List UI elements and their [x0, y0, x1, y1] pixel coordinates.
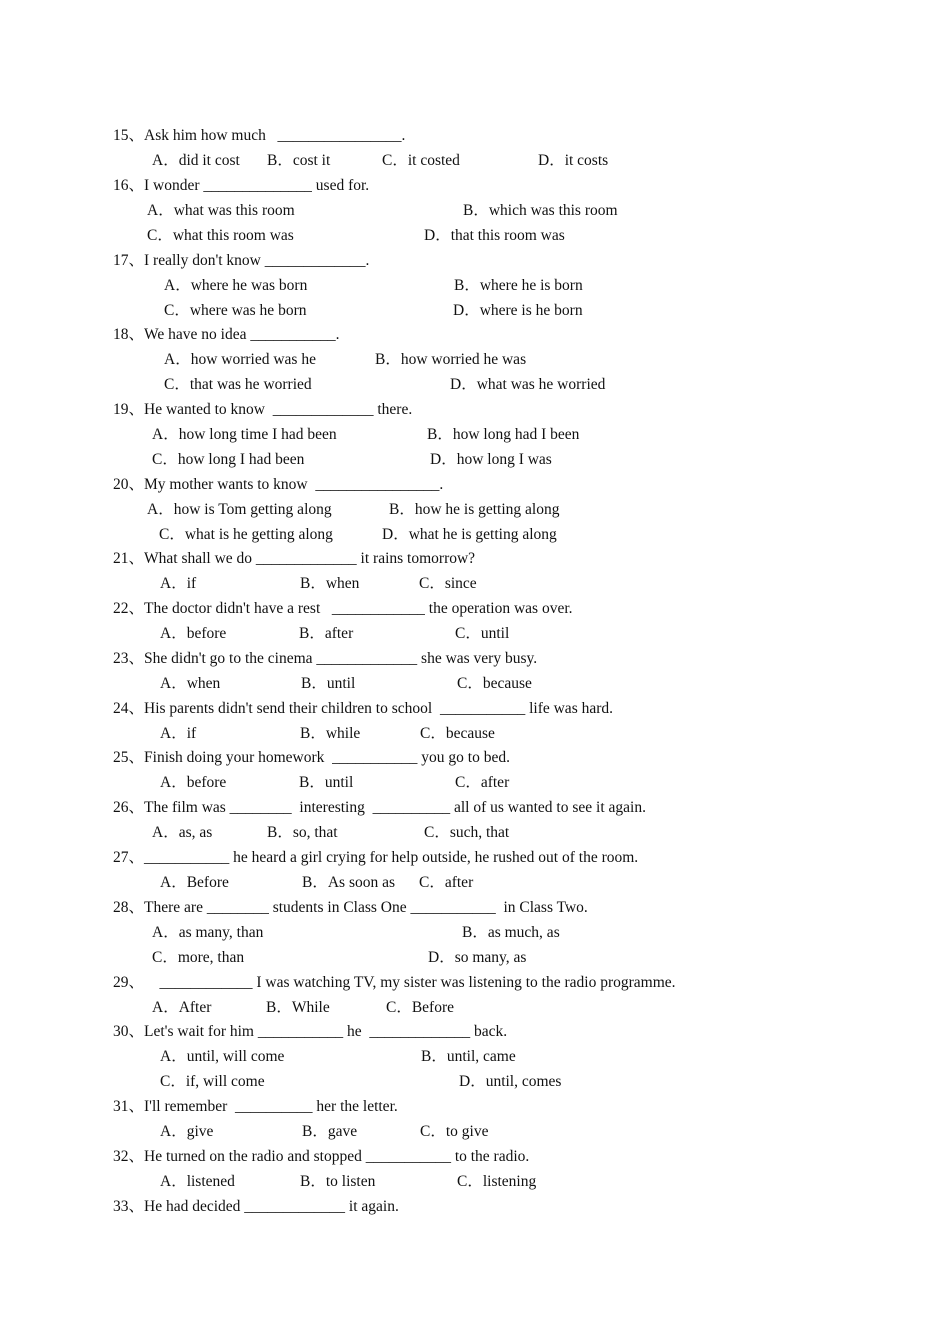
question-number: 29	[113, 974, 129, 991]
question-text: I wonder ______________ used for.	[144, 177, 370, 194]
number-separator: 、	[128, 1023, 145, 1040]
question-number: 23	[113, 650, 129, 667]
answer-option: C．after	[455, 774, 510, 791]
answer-option: B．after	[299, 625, 354, 642]
question-text: Finish doing your homework ___________ you go to bed.	[144, 749, 510, 766]
answer-option: A．did it cost	[152, 152, 240, 169]
answer-option: B．when	[300, 575, 360, 592]
question-number: 25	[113, 749, 129, 766]
question-16	[113, 176, 369, 196]
answer-option: B．how he is getting along	[389, 501, 560, 518]
question-number: 17	[113, 252, 129, 269]
question-number: 33	[113, 1198, 129, 1215]
question-text: Ask him how much ________________.	[144, 127, 406, 144]
answer-option: B．to listen	[300, 1173, 376, 1190]
number-separator: 、	[128, 1098, 145, 1115]
number-separator: 、	[128, 127, 145, 144]
answer-option: C．how long I had been	[152, 451, 305, 468]
answer-option: A．Before	[160, 874, 229, 891]
number-separator: 、	[128, 252, 145, 269]
question-28	[113, 898, 588, 918]
answer-option: C．more, than	[152, 949, 245, 966]
number-separator: 、	[128, 749, 145, 766]
number-separator: 、	[128, 326, 145, 343]
number-separator: 、	[128, 849, 145, 866]
answer-option: C．that was he worried	[164, 376, 312, 393]
answer-option: B．until	[301, 675, 356, 692]
answer-option: C．it costed	[382, 152, 460, 169]
question-31	[113, 1097, 398, 1117]
question-text: He wanted to know _____________ there.	[144, 401, 413, 418]
question-text: There are ________ students in Class One ___________ in Class Two.	[144, 899, 588, 916]
number-separator: 、	[128, 177, 145, 194]
answer-option: D．what was he worried	[450, 376, 606, 393]
answer-option: A．if	[160, 725, 197, 742]
number-separator: 、	[128, 650, 145, 667]
answer-option: A．how is Tom getting along	[147, 501, 332, 518]
answer-option: B．While	[266, 999, 330, 1016]
question-17	[113, 251, 369, 271]
answer-option: D．what he is getting along	[382, 526, 557, 543]
question-number: 20	[113, 476, 129, 493]
answer-option: B．until, came	[421, 1048, 516, 1065]
answer-option: A．give	[160, 1123, 214, 1140]
answer-option: A．where he was born	[164, 277, 308, 294]
answer-option: B．as much, as	[462, 924, 560, 941]
answer-option: B．which was this room	[463, 202, 618, 219]
question-number: 15	[113, 127, 129, 144]
question-30	[113, 1022, 507, 1042]
question-24	[113, 699, 613, 719]
answer-option: C．such, that	[424, 824, 510, 841]
answer-option: B．how worried he was	[375, 351, 527, 368]
question-text: Let's wait for him ___________ he _____________ back.	[144, 1023, 508, 1040]
question-number: 28	[113, 899, 129, 916]
question-15	[113, 126, 405, 146]
answer-option: A．until, will come	[160, 1048, 285, 1065]
number-separator: 、	[128, 1148, 145, 1165]
number-separator: 、	[128, 1198, 145, 1215]
answer-option: B．how long had I been	[427, 426, 580, 443]
answer-option: C．what this room was	[147, 227, 294, 244]
answer-option: C．if, will come	[160, 1073, 265, 1090]
question-number: 16	[113, 177, 129, 194]
number-separator: 、	[128, 401, 145, 418]
question-text: What shall we do _____________ it rains tomorrow?	[144, 550, 476, 567]
answer-option: A．After	[152, 999, 212, 1016]
answer-option: B．until	[299, 774, 354, 791]
question-text: I'll remember __________ her the letter.	[144, 1098, 398, 1115]
answer-option: C．because	[457, 675, 532, 692]
answer-option: A．if	[160, 575, 197, 592]
answer-option: D．it costs	[538, 152, 609, 169]
answer-option: C．because	[420, 725, 495, 742]
answer-option: B．cost it	[267, 152, 331, 169]
question-text: ____________ I was watching TV, my sister was listening to the radio programme.	[144, 974, 676, 991]
answer-option: A．when	[160, 675, 221, 692]
question-text: My mother wants to know ________________.	[144, 476, 444, 493]
answer-option: C．listening	[457, 1173, 537, 1190]
question-text: His parents didn't send their children to school ___________ life was hard.	[144, 700, 614, 717]
answer-option: C．Before	[386, 999, 455, 1016]
question-33	[113, 1197, 399, 1217]
question-text: ___________ he heard a girl crying for help outside, he rushed out of the room.	[144, 849, 639, 866]
question-text: He had decided _____________ it again.	[144, 1198, 399, 1215]
question-18	[113, 325, 339, 345]
number-separator: 、	[128, 799, 145, 816]
question-number: 32	[113, 1148, 129, 1165]
question-number: 31	[113, 1098, 129, 1115]
answer-option: D．so many, as	[428, 949, 527, 966]
question-text: She didn't go to the cinema _____________ she was very busy.	[144, 650, 538, 667]
answer-option: A．as many, than	[152, 924, 264, 941]
question-number: 24	[113, 700, 129, 717]
question-20	[113, 475, 443, 495]
question-number: 19	[113, 401, 129, 418]
question-29	[113, 973, 676, 993]
question-text: The doctor didn't have a rest ____________ the operation was over.	[144, 600, 573, 617]
answer-option: A．as, as	[152, 824, 213, 841]
question-19	[113, 400, 412, 420]
question-number: 27	[113, 849, 129, 866]
answer-option: D．until, comes	[459, 1073, 562, 1090]
question-number: 30	[113, 1023, 129, 1040]
question-25	[113, 748, 510, 768]
question-21	[113, 549, 475, 569]
question-text: I really don't know _____________.	[144, 252, 370, 269]
number-separator: 、	[128, 600, 145, 617]
question-text: He turned on the radio and stopped ___________ to the radio.	[144, 1148, 530, 1165]
question-32	[113, 1147, 529, 1167]
number-separator: 、	[128, 476, 145, 493]
answer-option: B．where he is born	[454, 277, 583, 294]
question-22	[113, 599, 573, 619]
answer-option: A．how worried was he	[164, 351, 316, 368]
question-23	[113, 649, 537, 669]
answer-option: C．until	[455, 625, 510, 642]
question-number: 22	[113, 600, 129, 617]
answer-option: B．while	[300, 725, 361, 742]
number-separator: 、	[128, 550, 145, 567]
answer-option: C．where was he born	[164, 302, 307, 319]
answer-option: B．As soon as	[302, 874, 396, 891]
answer-option: D．that this room was	[424, 227, 565, 244]
question-text: The film was ________ interesting __________ all of us wanted to see it again.	[144, 799, 646, 816]
answer-option: B．gave	[302, 1123, 358, 1140]
number-separator: 、	[128, 974, 145, 991]
answer-option: B．so, that	[267, 824, 338, 841]
answer-option: D．how long I was	[430, 451, 552, 468]
question-number: 26	[113, 799, 129, 816]
answer-option: A．listened	[160, 1173, 235, 1190]
answer-option: C．what is he getting along	[159, 526, 333, 543]
answer-option: A．what was this room	[147, 202, 295, 219]
answer-option: A．before	[160, 774, 227, 791]
answer-option: C．since	[419, 575, 477, 592]
question-27	[113, 848, 638, 868]
question-number: 21	[113, 550, 129, 567]
answer-option: D．where is he born	[453, 302, 583, 319]
question-number: 18	[113, 326, 129, 343]
answer-option: C．to give	[420, 1123, 489, 1140]
answer-option: A．how long time I had been	[152, 426, 337, 443]
answer-option: C．after	[419, 874, 474, 891]
number-separator: 、	[128, 899, 145, 916]
question-26	[113, 798, 646, 818]
number-separator: 、	[128, 700, 145, 717]
answer-option: A．before	[160, 625, 227, 642]
question-text: We have no idea ___________.	[144, 326, 340, 343]
